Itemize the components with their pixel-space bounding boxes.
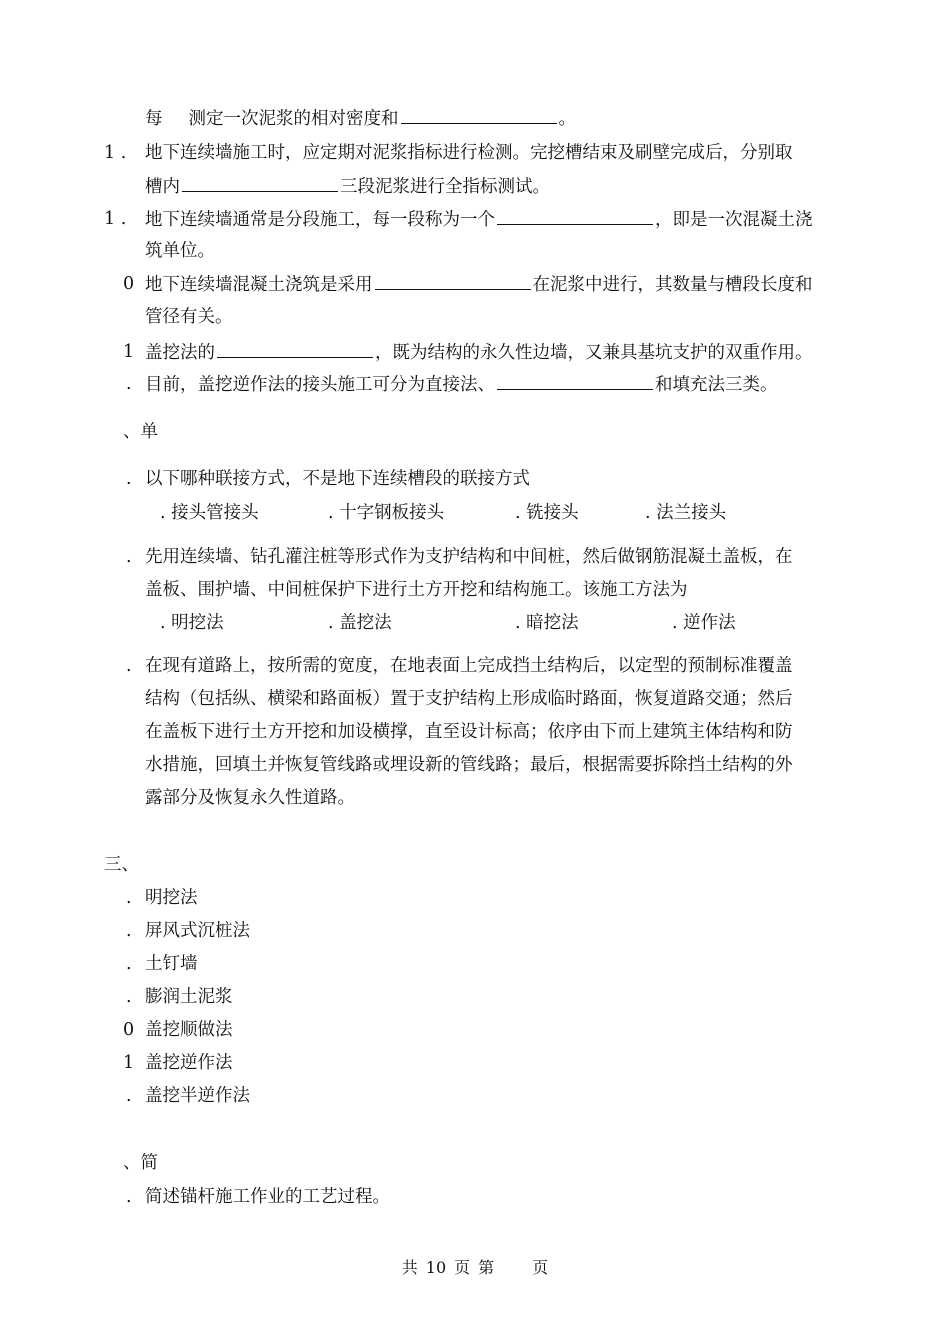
question-text: ，即是一次混凝土浇 <box>655 210 813 230</box>
question-text: 结构（包括纵、横梁和路面板）置于支护结构上形成临时路面，恢复道路交通；然后 <box>145 689 793 709</box>
choice-option[interactable]: . 逆作法 <box>672 613 736 633</box>
question-text: 筑单位。 <box>145 241 215 261</box>
question-line <box>145 272 813 297</box>
question-text: 槽内 <box>145 177 180 197</box>
question-text: 地下连续墙混凝土浇筑是采用 <box>145 275 373 295</box>
page-footer <box>0 1256 950 1280</box>
question-text: 目前，盖挖逆作法的接头施工可分为直接法、 <box>145 375 495 395</box>
question-text: 三段泥浆进行全指标测试。 <box>340 177 550 197</box>
question-prefix: 每 <box>145 109 163 129</box>
question-text: 地下连续墙施工时，应定期对泥浆指标进行检测。完挖槽结束及刷壁完成后，分别取 <box>145 143 793 163</box>
answer-blank[interactable] <box>497 207 653 225</box>
footer-page-unit: 页 <box>454 1258 471 1277</box>
question-number: . <box>126 469 132 489</box>
item-number: . <box>126 888 132 908</box>
section-heading: 三、 <box>104 855 139 875</box>
footer-total-label: 共 <box>401 1258 418 1277</box>
item-number: . <box>126 987 132 1007</box>
item-number: 1 <box>123 1053 135 1073</box>
question-text: 露部分及恢复永久性道路。 <box>145 788 355 808</box>
answer-blank[interactable] <box>375 272 531 290</box>
question-line <box>145 106 576 131</box>
footer-current-unit: 页 <box>532 1258 549 1277</box>
question-text: 和填充法三类。 <box>655 375 778 395</box>
choice-option[interactable]: . 法兰接头 <box>645 503 727 523</box>
question-line <box>145 372 778 397</box>
question-text: 测定一次泥浆的相对密度和 <box>188 109 399 129</box>
question-text: 在现有道路上，按所需的宽度，在地表面上完成挡土结构后，以定型的预制标准覆盖 <box>145 656 793 676</box>
term-item: 盖挖半逆作法 <box>145 1086 250 1106</box>
question-text: 以下哪种联接方式，不是地下连续槽段的联接方式 <box>145 469 530 489</box>
question-number: . <box>126 547 132 567</box>
choice-option[interactable]: . 十字钢板接头 <box>328 503 445 523</box>
question-number: . <box>126 374 132 394</box>
item-number: 0 <box>123 1020 135 1040</box>
question-number: . <box>126 656 132 676</box>
question-text: ，既为结构的永久性边墙，又兼具基坑支护的双重作用。 <box>375 343 813 363</box>
question-number: 1 <box>123 342 135 362</box>
term-item: 明挖法 <box>145 888 198 908</box>
question-text: 盖板、围护墙、中间桩保护下进行土方开挖和结构施工。该施工方法为 <box>145 580 688 600</box>
answer-blank[interactable] <box>182 174 338 192</box>
term-item: 膨润土泥浆 <box>145 987 233 1007</box>
question-line <box>145 174 550 199</box>
answer-blank[interactable] <box>217 340 373 358</box>
question-text: 先用连续墙、钻孔灌注桩等形式作为支护结构和中间桩，然后做钢筋混凝土盖板，在 <box>145 547 793 567</box>
term-item: 屏风式沉桩法 <box>145 921 250 941</box>
footer-total-pages: 10 <box>425 1258 447 1277</box>
question-number: 1 . <box>104 209 127 229</box>
answer-blank[interactable] <box>401 106 557 124</box>
term-item: 盖挖顺做法 <box>145 1020 233 1040</box>
footer-current-label: 第 <box>478 1258 495 1277</box>
question-text: 在泥浆中进行，其数量与槽段长度和 <box>532 275 813 295</box>
question-text: 管径有关。 <box>145 307 233 327</box>
choice-option[interactable]: . 明挖法 <box>160 613 224 633</box>
question-text: 在盖板下进行土方开挖和加设横撑，直至设计标高；依序由下而上建筑主体结构和防 <box>145 722 793 742</box>
item-number: . <box>126 921 132 941</box>
section-heading: 、简 <box>123 1153 158 1173</box>
choice-option[interactable]: . 铣接头 <box>515 503 579 523</box>
term-item: 盖挖逆作法 <box>145 1053 233 1073</box>
question-suffix: 。 <box>558 109 576 129</box>
question-number: 1 . <box>104 143 127 163</box>
question-text: 水措施，回填土并恢复管线路或埋设新的管线路；最后，根据需要拆除挡土结构的外 <box>145 755 793 775</box>
question-line <box>145 340 813 365</box>
question-number: 0 <box>123 274 135 294</box>
question-text: 盖挖法的 <box>145 343 215 363</box>
question-number: . <box>126 1187 132 1207</box>
section-heading: 、单 <box>123 422 158 442</box>
question-text: 地下连续墙通常是分段施工，每一段称为一个 <box>145 210 495 230</box>
question-line <box>145 207 813 232</box>
item-number: . <box>126 1086 132 1106</box>
question-text: 简述锚杆施工作业的工艺过程。 <box>145 1187 390 1207</box>
term-item: 土钉墙 <box>145 954 198 974</box>
answer-blank[interactable] <box>497 372 653 390</box>
item-number: . <box>126 954 132 974</box>
choice-option[interactable]: . 接头管接头 <box>160 503 259 523</box>
choice-option[interactable]: . 盖挖法 <box>328 613 392 633</box>
choice-option[interactable]: . 暗挖法 <box>515 613 579 633</box>
